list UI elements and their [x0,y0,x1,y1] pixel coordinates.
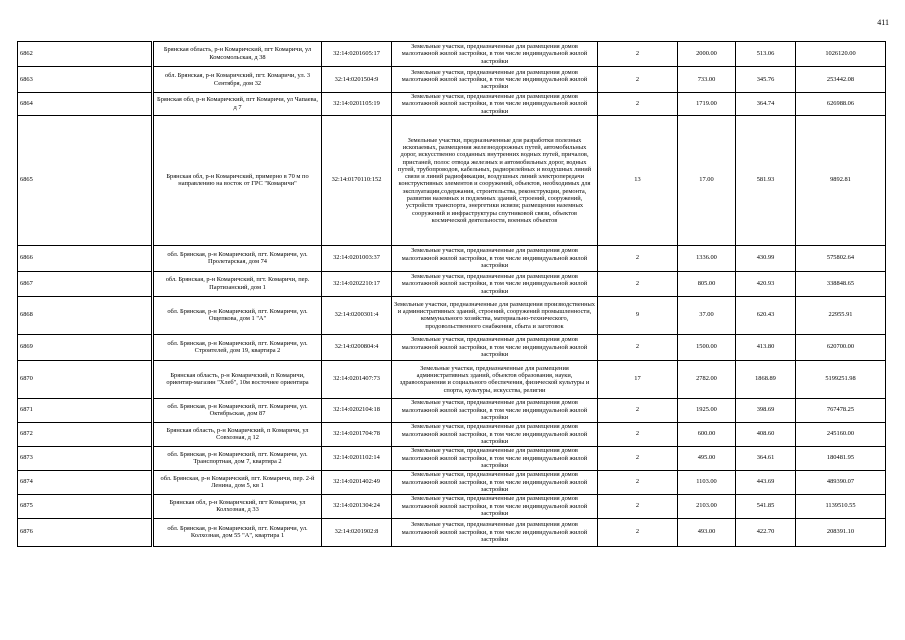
cadastral-value-cell: 575802.64 [796,245,886,271]
table-row [18,518,886,546]
specific-value-cell: 408.60 [736,422,796,446]
table-row [18,470,886,494]
cadastral-number-cell: 32:14:0202104:18 [322,398,392,422]
table-row [18,360,886,398]
cadastral-value-cell: 208391.10 [796,518,886,546]
area-cell: 733.00 [678,67,736,93]
table-row [18,422,886,446]
table-row [18,398,886,422]
permitted-use-cell: Земельные участки, предназначенные для размещения домов малоэтажной жилой застройки, в том числе индивидуальной жилой застройки [392,245,598,271]
area-cell: 17.00 [678,115,736,245]
table-row [18,446,886,470]
specific-value-cell: 541.85 [736,494,796,518]
permitted-use-cell: Земельные участки, предназначенные для размещения домов малоэтажной жилой застройки, в том числе индивидуальной жилой застройки [392,42,598,67]
group-number-cell: 2 [598,422,678,446]
table-row [18,296,886,334]
cadastral-number-cell: 32:14:0201402:49 [322,470,392,494]
row-number: 6866 [18,245,152,271]
address-cell: обл. Брянская, р-н Комаричский, пгт. Комаричи, ул. Пролетарская, дом 74 [154,245,322,271]
area-cell: 600.00 [678,422,736,446]
permitted-use-cell: Земельные участки, предназначенные для размещения домов малоэтажной жилой застройки, в том числе индивидуальной жилой застройки [392,494,598,518]
specific-value-cell: 345.76 [736,67,796,93]
table-row [18,334,886,360]
group-number-cell: 2 [598,67,678,93]
cadastral-value-cell: 253442.08 [796,67,886,93]
area-cell: 1103.00 [678,470,736,494]
address-cell: обл. Брянская, р-н Комаричский, пгт. Комаричи, ул. Транспортная, дом 7, квартира 2 [154,446,322,470]
cadastral-value-cell: 245160.00 [796,422,886,446]
group-number-cell: 2 [598,334,678,360]
cadastral-number-cell: 32:14:0201304:24 [322,494,392,518]
row-number: 6875 [18,494,152,518]
address-cell: Брянская обл, р-н Комаричский, пгт Комаричи, ул Колхозная, д 33 [154,494,322,518]
specific-value-cell: 513.06 [736,42,796,67]
specific-value-cell: 364.74 [736,93,796,116]
row-number: 6872 [18,422,152,446]
row-number: 6871 [18,398,152,422]
group-number-cell: 9 [598,296,678,334]
cadastral-value-cell: 22955.91 [796,296,886,334]
cadastral-number-cell: 32:14:0200804:4 [322,334,392,360]
cadastral-value-cell: 1026120.00 [796,42,886,67]
row-number: 6876 [18,518,152,546]
address-cell: Брянская обл, р-н Комаричский, примерно в 70 м по направлению на восток от ГРС "Комаричи" [154,115,322,245]
cadastral-value-cell: 626988.06 [796,93,886,116]
address-cell: Брянская область, р-н Комаричский, п Комаричи, ул Совхозная, д 12 [154,422,322,446]
specific-value-cell: 581.93 [736,115,796,245]
table-row [18,271,886,296]
specific-value-cell: 413.80 [736,334,796,360]
specific-value-cell: 422.70 [736,518,796,546]
group-number-cell: 2 [598,446,678,470]
cadastral-number-cell: 32:14:0170110:152 [322,115,392,245]
address-cell: Брянская обл, р-н Комаричский, пгт Комаричи, ул Чапаева, д 7 [154,93,322,116]
row-number: 6865 [18,115,152,245]
area-cell: 1925.00 [678,398,736,422]
address-cell: обл. Брянская, р-н Комаричский, пгт. Комаричи, пер. Партизанский, дом 1 [154,271,322,296]
address-cell: обл. Брянская, р-н Комаричский, пгт. Комаричи, ул. 3 Сентября, дом 32 [154,67,322,93]
permitted-use-cell: Земельные участки, предназначенные для размещения домов малоэтажной жилой застройки, в том числе индивидуальной жилой застройки [392,271,598,296]
cadastral-value-cell: 489390.07 [796,470,886,494]
address-cell: Брянская область, р-н Комаричский, п Комаричи, ориентир-магазин "Хлеб", 10м восточнее ориентира [154,360,322,398]
group-number-cell: 2 [598,245,678,271]
area-cell: 1336.00 [678,245,736,271]
row-number: 6862 [18,42,152,67]
group-number-cell: 2 [598,42,678,67]
table-row [18,67,886,93]
address-cell: Брянская область, р-н Комаричский, пгт Комаричи, ул Комсомольская, д 38 [154,42,322,67]
cadastral-number-cell: 32:14:0201003:37 [322,245,392,271]
permitted-use-cell: Земельные участки, предназначенные для размещения домов малоэтажной жилой застройки, в том числе индивидуальной жилой застройки [392,398,598,422]
area-cell: 1500.00 [678,334,736,360]
permitted-use-cell: Земельные участки, предназначенные для разработки полезных ископаемых, размещения железнодорожных путей, автомобильных дорог, искусственно созданных внутренних водных путей, причалов, пристаней, полос отвода железных и автомобильных дорог, водных путей, трубопроводов, кабельных, радиорелейных и воздушных линий связи и линий радиофикации, воздушных линий электропередачи конструктивных элементов и сооружений, объектов, необходимых для эксплуатации,содержания, строительства, реконструкции, ремонта, развития наземных и подземных зданий, строений, сооружений, устройств транспорта, энергетики исвязи; размещения наземных сооружений и инфраструктуры спутниковой связи, объектов космической деятельности, военных объектов [392,115,598,245]
specific-value-cell: 620.43 [736,296,796,334]
cadastral-number-cell: 32:14:0200301:4 [322,296,392,334]
specific-value-cell: 398.69 [736,398,796,422]
cadastral-value-cell: 9892.81 [796,115,886,245]
specific-value-cell: 420.93 [736,271,796,296]
row-number: 6869 [18,334,152,360]
cadastral-number-cell: 32:14:0201504:9 [322,67,392,93]
area-cell: 2103.00 [678,494,736,518]
row-number: 6864 [18,93,152,116]
cadastral-number-cell: 32:14:0201105:19 [322,93,392,116]
row-number: 6874 [18,470,152,494]
address-cell: обл. Брянская, р-н Комаричский, пгт. Комаричи, ул. Колхозная, дом 55 "А", квартира 1 [154,518,322,546]
address-cell: обл. Брянская, р-н Комаричский, пгт. Комаричи, ул. Ощепкова, дом 1 "А" [154,296,322,334]
page-number: 411 [877,18,889,27]
table-row [18,93,886,116]
permitted-use-cell: Земельные участки, предназначенные для размещения производственных и административных зданий, строений, сооружений промышленности, коммунального хозяйства, материально-технического, продовольственного снабжения, сбыта и заготовок [392,296,598,334]
area-cell: 1719.00 [678,93,736,116]
address-cell: обл. Брянская, р-н Комаричский, пгт. Комаричи, ул. Строителей, дом 19, квартира 2 [154,334,322,360]
table-row [18,494,886,518]
permitted-use-cell: Земельные участки, предназначенные для размещения домов малоэтажной жилой застройки, в том числе индивидуальной жилой застройки [392,334,598,360]
area-cell: 805.00 [678,271,736,296]
land-cadastral-value-table [17,41,886,547]
cadastral-number-cell: 32:14:0202210:17 [322,271,392,296]
table-row [18,245,886,271]
table-row [18,42,886,67]
group-number-cell: 13 [598,115,678,245]
cadastral-number-cell: 32:14:0201704:78 [322,422,392,446]
area-cell: 2000.00 [678,42,736,67]
group-number-cell: 2 [598,494,678,518]
group-number-cell: 2 [598,470,678,494]
cadastral-value-cell: 338848.65 [796,271,886,296]
area-cell: 495.00 [678,446,736,470]
cadastral-value-cell: 620700.00 [796,334,886,360]
row-number: 6870 [18,360,152,398]
permitted-use-cell: Земельные участки, предназначенные для размещения административных зданий, объектов образования, науки, здравоохранения и социального обеспечения, физической культуры и спорта, культуры, искусства, религии [392,360,598,398]
group-number-cell: 2 [598,93,678,116]
address-cell: обл. Брянская, р-н Комаричский, пгт. Комаричи, ул. Октябрьская, дом 87 [154,398,322,422]
permitted-use-cell: Земельные участки, предназначенные для размещения домов малоэтажной жилой застройки, в том числе индивидуальной жилой застройки [392,67,598,93]
group-number-cell: 2 [598,518,678,546]
group-number-cell: 2 [598,271,678,296]
area-cell: 37.00 [678,296,736,334]
area-cell: 2782.00 [678,360,736,398]
permitted-use-cell: Земельные участки, предназначенные для размещения домов малоэтажной жилой застройки, в том числе индивидуальной жилой застройки [392,518,598,546]
group-number-cell: 2 [598,398,678,422]
permitted-use-cell: Земельные участки, предназначенные для размещения домов малоэтажной жилой застройки, в том числе индивидуальной жилой застройки [392,470,598,494]
cadastral-number-cell: 32:14:0201902:8 [322,518,392,546]
row-number: 6868 [18,296,152,334]
address-cell: обл. Брянская, р-н Комаричский, пгт. Комаричи, пер. 2-й Ленина, дом 5, кв 1 [154,470,322,494]
row-number: 6873 [18,446,152,470]
row-number: 6863 [18,67,152,93]
cadastral-number-cell: 32:14:0201407:73 [322,360,392,398]
permitted-use-cell: Земельные участки, предназначенные для размещения домов малоэтажной жилой застройки, в том числе индивидуальной жилой застройки [392,93,598,116]
cadastral-number-cell: 32:14:0201605:17 [322,42,392,67]
row-number: 6867 [18,271,152,296]
area-cell: 493.00 [678,518,736,546]
cadastral-value-cell: 5199251.98 [796,360,886,398]
specific-value-cell: 443.69 [736,470,796,494]
cadastral-value-cell: 180481.95 [796,446,886,470]
cadastral-value-cell: 1139510.55 [796,494,886,518]
specific-value-cell: 430.99 [736,245,796,271]
specific-value-cell: 1868.89 [736,360,796,398]
group-number-cell: 17 [598,360,678,398]
specific-value-cell: 364.61 [736,446,796,470]
cadastral-value-cell: 767478.25 [796,398,886,422]
permitted-use-cell: Земельные участки, предназначенные для размещения домов малоэтажной жилой застройки, в том числе индивидуальной жилой застройки [392,422,598,446]
permitted-use-cell: Земельные участки, предназначенные для размещения домов малоэтажной жилой застройки, в том числе индивидуальной жилой застройки [392,446,598,470]
cadastral-number-cell: 32:14:0201102:14 [322,446,392,470]
table-row [18,115,886,245]
